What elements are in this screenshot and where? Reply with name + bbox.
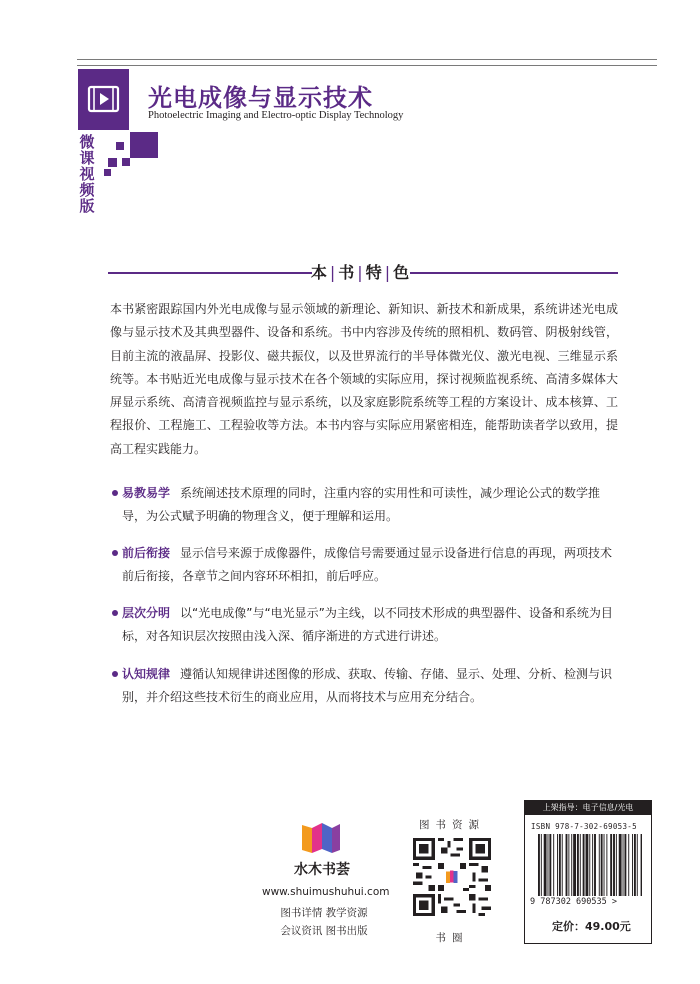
feature-item <box>108 542 620 587</box>
section-rule-right <box>410 272 618 274</box>
qr-caption: 书圈 <box>435 932 469 944</box>
bullet-icon <box>112 610 118 616</box>
feature-item <box>108 602 620 647</box>
qr-title: 图书资源 <box>419 819 485 831</box>
bullet-icon <box>112 550 118 556</box>
bullet-icon <box>112 490 118 496</box>
price-value: 49.00元 <box>585 920 631 933</box>
price <box>552 918 631 934</box>
edition-label: 微课视频版 <box>79 133 95 215</box>
feature-head: 认知规律 <box>122 667 171 681</box>
feature-text: 遵循认知规律讲述图像的形成、获取、传输、存储、显示、处理、分析、检测与识别，并介绍这些技术衍生的商业应用，从而将技术与应用充分结合。 <box>122 667 613 704</box>
section-title-char: 本 <box>310 263 327 282</box>
intro-paragraph: 本书紧密跟踪国内外光电成像与显示领域的新理论、新知识、新技术和新成果，系统讲述光电成像与显示技术及其典型器件、设备和系统。书中内容涉及传统的照相机、数码管、阴极射线管， 目前主流的液晶屏、投影仪、磁共振仪，以及世界流行的半导体微光仪、激光电视、三维显示系统等。本书贴近光电成像与显示技术在各个领域的实际应用，探讨视频监视系统、高清多媒体大屏显示系统、高清音视频监控与显示系统，以及家庭影院系统等工程的方案设计、成本核算、工程报价、工程施工、工程验收等方法。本书内容与实际应用紧密相连，能帮助读者学以致用，提高工程实践能力。 <box>110 302 618 456</box>
feature-item <box>108 482 620 527</box>
book-subtitle: Photoelectric Imaging and Electro-optic Display Technology <box>148 110 404 121</box>
publisher-links-1: 图书详情 教学资源 <box>280 907 368 919</box>
video-logo-block <box>78 69 129 130</box>
top-rule-1 <box>77 59 657 60</box>
bullet-icon <box>112 671 118 677</box>
section-title-char: 特 <box>365 263 382 282</box>
feature-text: 显示信号来源于成像器件，成像信号需要通过显示设备进行信息的再现，两项技术前后衔接，各章节之间内容环环相扣，前后呼应。 <box>122 546 613 583</box>
video-play-icon <box>78 69 129 130</box>
book-title: 光电成像与显示技术 <box>148 83 373 112</box>
section-title-char: 色 <box>393 263 410 282</box>
deco-square-1 <box>130 132 158 158</box>
section-rule-left <box>108 272 312 274</box>
price-label: 定价： <box>552 920 585 933</box>
feature-head: 层次分明 <box>122 606 171 620</box>
section-title: 本 | 书 | 特 | 色 <box>310 263 410 282</box>
qr-code-icon <box>413 838 491 916</box>
deco-square-4 <box>122 158 130 166</box>
isbn-number: ISBN 978-7-302-69053-5 <box>531 822 637 831</box>
publisher-name: 水木书荟 <box>294 862 350 878</box>
shelf-guide: 上架指导：电子信息/光电 <box>525 801 651 815</box>
section-title-char: 书 <box>338 263 355 282</box>
deco-square-3 <box>108 158 117 167</box>
publisher-url: www.shuimushuhui.com <box>262 886 390 898</box>
feature-head: 易教易学 <box>122 486 171 500</box>
feature-item <box>108 663 620 708</box>
publisher-links-2: 会议资讯 图书出版 <box>280 925 368 937</box>
feature-head: 前后衔接 <box>122 546 171 560</box>
publisher-logo-icon <box>300 819 342 855</box>
top-rule-2 <box>77 65 657 66</box>
feature-text: 以“光电成像”与“电光显示”为主线，以不同技术形成的典型器件、设备和系统为目标，对各知识层次按照由浅入深、循序渐进的方式进行讲述。 <box>122 606 613 643</box>
ean-digits: 9 787302 690535 > <box>530 897 617 907</box>
deco-square-5 <box>104 169 111 176</box>
barcode-icon <box>538 834 642 902</box>
deco-square-2 <box>116 142 124 150</box>
feature-text: 系统阐述技术原理的同时，注重内容的实用性和可读性，减少理论公式的数学推导，为公式赋予明确的物理含义，便于理解和运用。 <box>122 486 601 523</box>
